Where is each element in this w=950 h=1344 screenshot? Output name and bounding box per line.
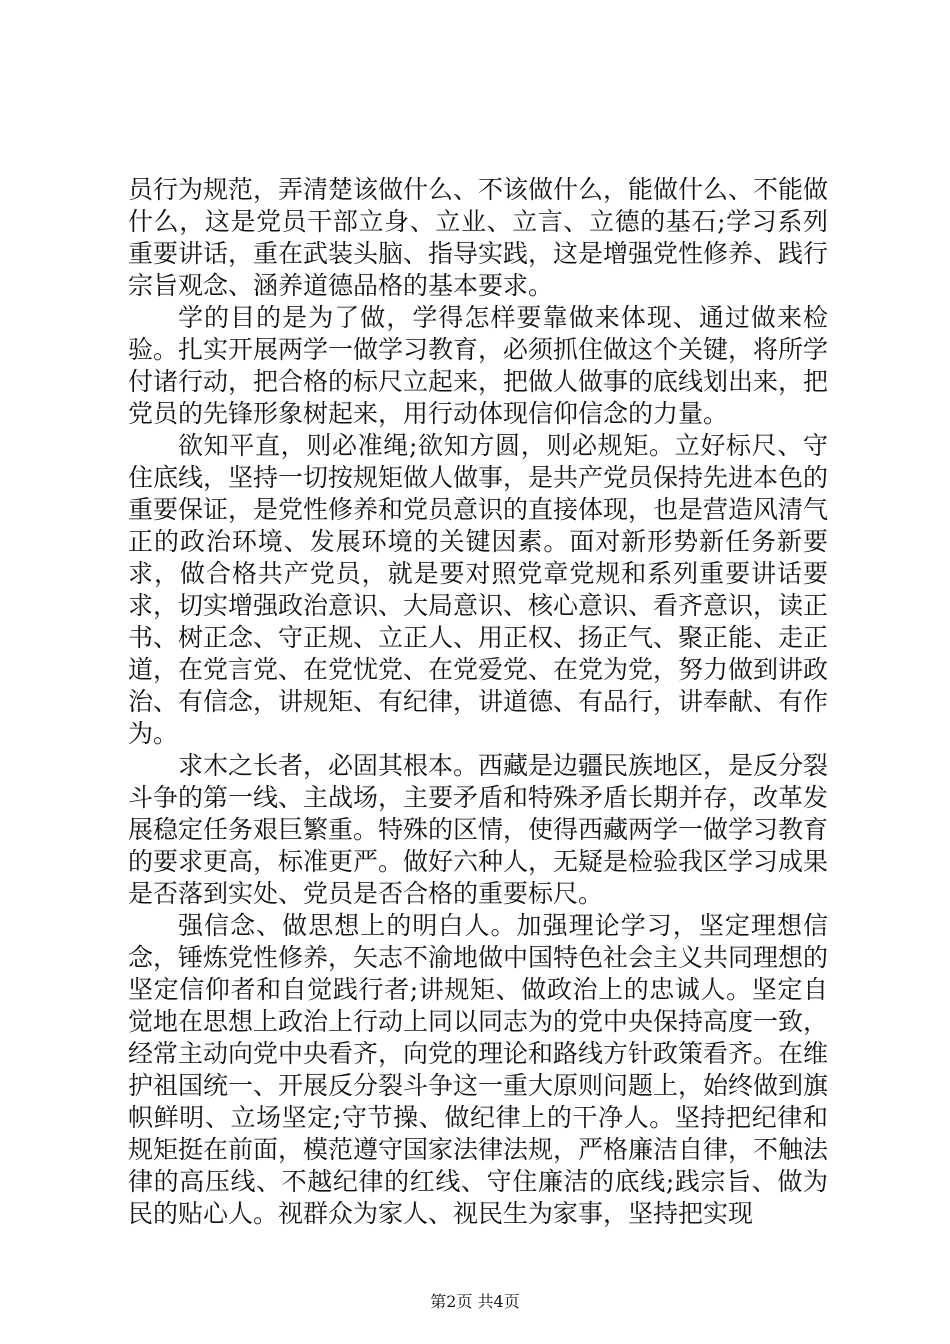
document-body — [128, 174, 828, 1230]
page-footer: 第2页 共4页 — [430, 1292, 520, 1311]
paragraph-2: 学的目的是为了做，学得怎样要靠做来体现、通过做来检验。扎实开展两学一做学习教育，必须抓住做这个关键，将所学付诸行动，把合格的标尺立起来，把做人做事的底线划出来，把党员的先锋形象树起来，用行动体现信仰信念的力量。 — [128, 303, 829, 428]
paragraph-3: 欲知平直，则必准绳;欲知方圆，则必规矩。立好标尺、守住底线，坚持一切按规矩做人做事，是共产党员保持先进本色的重要保证，是党性修养和党员意识的直接体现，也是营造风清气正的政治环境、发展环境的关键因素。面对新形势新任务新要求，做合格共产党员，就是要对照党章党规和系列重要讲话要求，切实增强政治意识、大局意识、核心意识、看齐意识，读正书、树正念、守正规、立正人、用正权、扬正气、聚正能、走正道，在党言党、在党忧党、在党爱党、在党为党，努力做到讲政治、有信念，讲规矩、有纪律，讲道德、有品行，讲奉献、有作为。 — [128, 431, 829, 748]
paragraph-1: 员行为规范，弄清楚该做什么、不该做什么，能做什么、不能做什么，这是党员干部立身、立业、立言、立德的基石;学习系列重要讲话，重在武装头脑、指导实践，这是增强党性修养、践行宗旨观念、涵养道德品格的基本要求。 — [128, 175, 829, 300]
paragraph-4: 求木之长者，必固其根本。西藏是边疆民族地区，是反分裂斗争的第一线、主战场，主要矛盾和特殊矛盾长期并存，改革发展稳定任务艰巨繁重。特殊的区情，使得西藏两学一做学习教育的要求更高，标准更严。做好六种人，无疑是检验我区学习成果是否落到实处、党员是否合格的重要标尺。 — [128, 751, 829, 908]
paragraph-5: 强信念、做思想上的明白人。加强理论学习，坚定理想信念，锤炼党性修养，矢志不渝地做中国特色社会主义共同理想的坚定信仰者和自觉践行者;讲规矩、做政治上的忠诚人。坚定自觉地在思想上政治上行动上同以同志为的党中央保持高度一致，经常主动向党中央看齐，向党的理论和路线方针政策看齐。在维护祖国统一、开展反分裂斗争这一重大原则问题上，始终做到旗帜鲜明、立场坚定;守节操、做纪律上的干净人。坚持把纪律和规矩挺在前面，模范遵守国家法律法规，严格廉洁自律，不触法律的高压线、不越纪律的红线、守住廉洁的底线;践宗旨、做为民的贴心人。视群众为家人、视民生为家事，坚持把实现 — [128, 911, 829, 1228]
